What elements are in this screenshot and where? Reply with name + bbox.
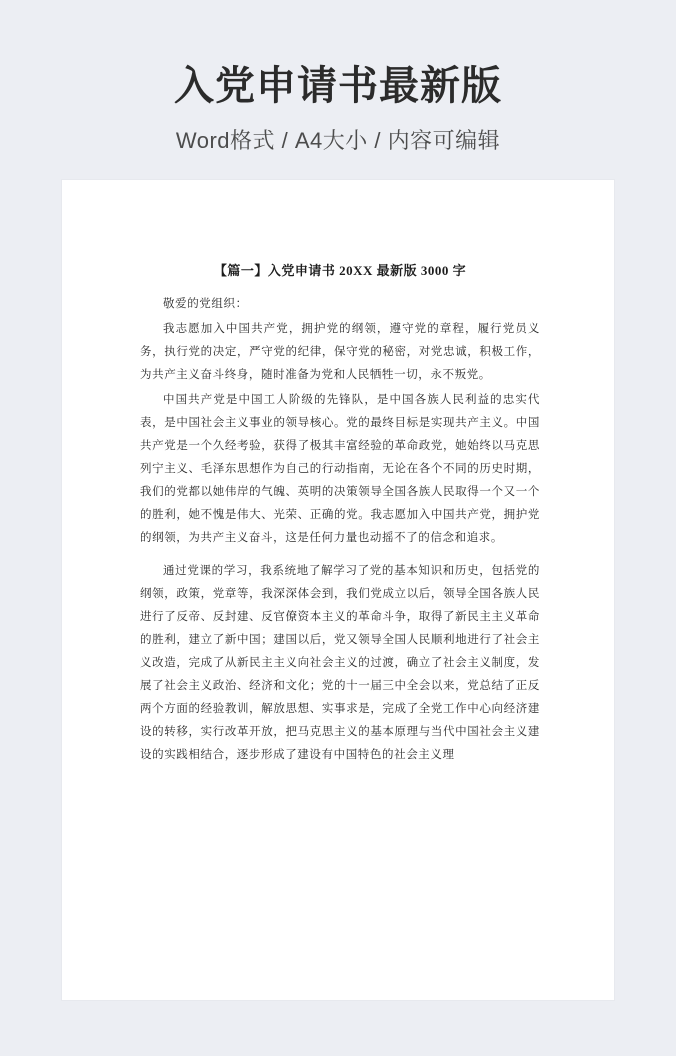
document-sheet: [62, 180, 614, 1000]
page-title: 入党申请书最新版: [174, 64, 502, 108]
document-paragraph: 中国共产党是中国工人阶级的先锋队，是中国各族人民利益的忠实代表，是中国社会主义事业的领导核心。党的最终目标是实现共产主义。中国共产党是一个久经考验，获得了极其丰富经验的革命政党，她始终以马克思列宁主义、毛泽东思想作为自己的行动指南，无论在各个不同的历史时期，我们的党都以她伟岸的气魄、英明的决策领导全国各族人民取得一个又一个的胜利，她不愧是伟大、光荣、正确的党。我志愿加入中国共产党，拥护党的纲领，为共产主义奋斗，这是任何力量也动摇不了的信念和追求。: [140, 394, 540, 544]
document-content: [140, 260, 540, 960]
document-paragraph: 我志愿加入中国共产党，拥护党的纲领，遵守党的章程，履行党员义务，执行党的决定，严守党的纪律，保守党的秘密，对党忠诚，积极工作，为共产主义奋斗终身，随时准备为党和人民牺牲一切，永不叛党。: [140, 323, 540, 381]
document-paragraph: 敬爱的党组织：: [163, 298, 248, 310]
document-paragraph: 通过党课的学习，我系统地了解学习了党的基本知识和历史，包括党的纲领，政策，党章等，我深深体会到，我们党成立以后，领导全国各族人民进行了反帝、反封建、反官僚资本主义的革命斗争，取得了新民主主义革命的胜利，建立了新中国；建国以后，党又领导全国人民顺利地进行了社会主义改造，完成了从新民主主义向社会主义的过渡，确立了社会主义制度，发展了社会主义政治、经济和文化；党的十一届三中全会以来，党总结了正反两个方面的经验教训，解放思想、实事求是，完成了全党工作中心向经济建设的转移，实行改革开放，把马克思主义的基本原理与当代中国社会主义建设的实践相结合，逐步形成了建设有中国特色的社会主义理: [140, 565, 540, 761]
header: [0, 0, 676, 155]
document-title: 【篇一】入党申请书 20XX 最新版 3000 字: [213, 263, 467, 278]
page-subtitle: Word格式 / A4大小 / 内容可编辑: [175, 128, 501, 153]
